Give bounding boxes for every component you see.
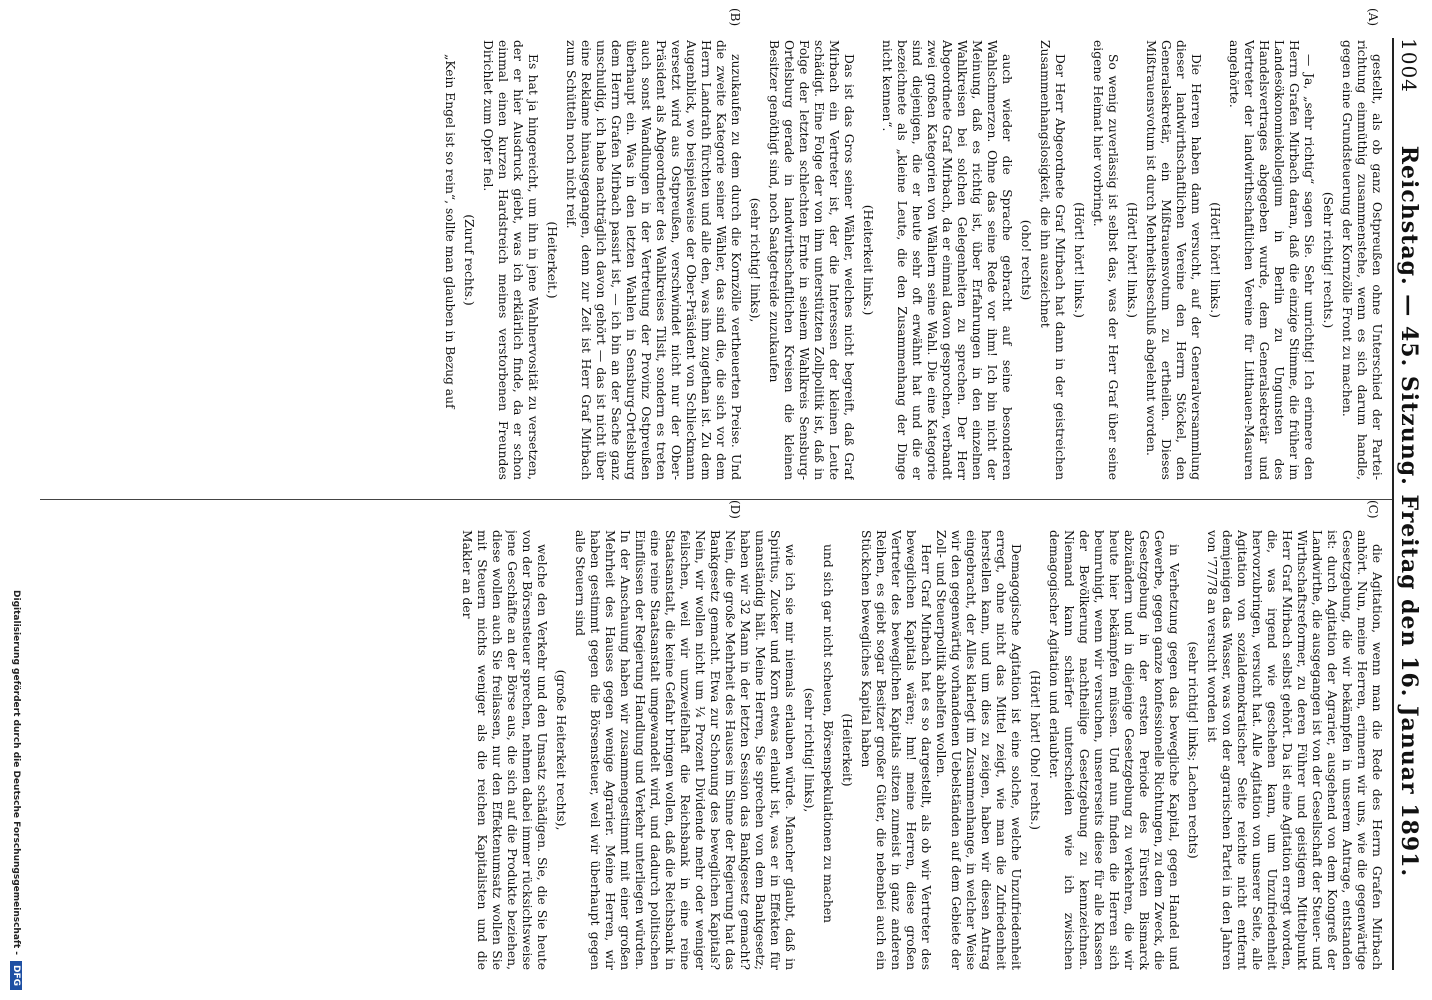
margin-mark-d: (D) (728, 500, 742, 519)
paragraph: gestellt, als ob ganz Ostpreußen ohne Unterschied der Partei-richtung einmüthig zusammenstehe, wenn es sich darum handle, gegen eine Grundsteuerung der Kornzölle Front zu machen. (1340, 40, 1384, 480)
interjection: (Hört! hört! links.) (1208, 202, 1222, 318)
paragraph: Das ist das Gros seiner Wähler, welches nicht begreift, daß Graf Mirbach ein Vertreter ist, der die Interessen der kleinen Leute schädigt. Eine Folge der von ihm unterstützten Zollpolitik ist, daß in Folge der letzten schlechten Ernte in seinem Wahlkreis Sensburg-Ortelsburg gerade in landwirthschaftlichen Kreisen die kleinen Besitzer genöthigt sind, noch Saatgetreide zuzukaufen (767, 40, 856, 480)
interjection: (sehr richtig! links; Lachen rechts) (1186, 641, 1200, 859)
page-number: 1004 (1397, 38, 1421, 93)
interjection: (Hört! hört! Oho! rechts.) (1028, 670, 1042, 830)
paragraph: in Verhetzung gegen das bewegliche Kapital, gegen Handel und Gewerbe, gegen ganze konfessionelle Richtungen, zu dem Zweck, die Gesetzgebung in der ersten Periode des Fürsten Bismarck abzuändern und in diejenige Gesetzgebung zu verkehren, die wir heute hier bekämpfen müssen. Und nun finden die Herren sich beunruhigt, wenn wir versuchen, unsererseits diese für alle Klassen der Bevölkerung nachtheilige Gesetzgebung zu kennzeichnen. Niemand kann schärfer unterscheiden wie ich zwischen demagogischer Agitation und erlaubter. (1047, 530, 1181, 970)
margin-mark-b: (B) (728, 8, 742, 27)
paragraph: Die Herren haben dann versucht, auf der Generalversammlung dieser landwirthschaftlichen Vereine den Herrn Stöckel, den Generalsekretär, ein Mißtrauensvotum zu ertheilen. Dieses Mißtrauensvotum ist durch Mehrheitsbeschluß abgelehnt worden. (1144, 40, 1203, 480)
paragraph: — Ja, „sehr richtig“ sagen Sie. Sehr unrichtig! Ich erinnere den Herrn Grafen Mirbach daran, daß die einzige Stimme, die früher im Landesökonomiekollegium in Berlin zu Ungunsten des Handelsvertrages abgegeben wurde, dem Generalsekretär und Vertreter der landwirthschaftlichen Vereine für Litthauen-Masuren angehörte. (1227, 40, 1316, 480)
paragraph: Es hat ja hingereicht, um ihn in jene Wahlnervosität zu versetzen, der er hier Ausdruck giebt, was ich erklärlich finde, da er schon einmal einen kurzen Hardstreich meines verstorbenen Freundes Dirichlet zum Opfer fiel. (481, 40, 540, 480)
interjection: (Heiterkeit links.) (861, 204, 875, 316)
interjection: (Heiterkeit.) (545, 221, 559, 299)
interjection: (Heiterkeit) (840, 713, 854, 787)
paragraph: wie ich sie mir niemals erlauben würde. Mancher glaubt, daß in Spiritus, Zucker und Korn etwas erlaubt ist, was er in Effekten für unanständig hält. Meine Herren, Sie sprechen von dem Bankgesetz; haben wir 32 Mann in der letzten Session das Bankgesetz gemacht? Nein, die große Mehrheit des Hauses im Sinne der Regierung hat das Bankgesetz gemacht. Etwa zur Schonung des beweglichen Kapitals? Nein, wir wollen nicht um ¼ Prozent Dividende mehr oder weniger feilschen, weil wir unzweifelhaft die Reichsbank in eine reine Staatsanstalt, die keine Gefahr bringen wollen, daß die Reichsbank in eine reine Staatsanstalt umgewandelt wird, und dadurch politischen Einflüssen der Regierung Handlung und Verkehr unterliegen würden. In der Anschauung haben wir zusammengestimmt mit einer großen Mehrheit des Hauses gegen wenige Agrarier. Meine Herren, wir haben gestimmt gegen die Börsensteuer, weil wir überhaupt gegen alle Steuern sind (573, 530, 797, 970)
interjection: (Zuruf rechts.) (462, 214, 476, 306)
interjection: (sehr richtig! links), (748, 197, 762, 323)
paragraph: So wenig zuverlässig ist selbst das, was der Herr Graf über seine eigene Heimat hier vorbringt. (1091, 40, 1120, 480)
paragraph: Demagogische Agitation ist eine solche, welche Unzufriedenheit erregt, ohne nicht das Mittel zeigt, wie man die Zufriedenheit herstellen kann, und um dies zu zeigen, haben wir diesen Antrag eingebracht, der Alles klarlegt im Zusammenhange, in welcher Weise wir den gegenwärtig vorhandenen Uebelständen auf dem Gebiete der Zoll- und Steuerpolitik abhelfen wollen. (934, 530, 1023, 970)
page-title: Reichstag. — 45. Sitzung. Freitag den 16. Januar 1891. (1396, 145, 1422, 878)
interjection: (oho! rechts) (1019, 219, 1033, 301)
digitization-credit (4, 10, 28, 990)
paragraph: und sich gar nicht scheuen, Börsenspekulationen zu machen (821, 544, 835, 923)
paragraph: auch wieder die Sprache gebracht auf seine besonderen Wahlschmerzen. Ohne das seine Rede vor ihm! Ich bin nicht der Meinung, daß es richtig ist, über Erfahrungen in den einzelnen Wahlkreisen bei solchen Gelegenheiten zu sprechen. Der Herr Abgeordnete Graf Mirbach, da er einmal davon gesprochen, verbandt zwei großen Kategorien von Wählern seine Wahl. Die eine Kategorie sind diejenigen, die er heute sehr oft erwähnt hat und die er bezeichnete als „kleine Leute, die den Zusammenhang der Dinge nicht kennen“. (880, 40, 1014, 480)
paragraph: Der Herr Abgeordnete Graf Mirbach hat dann in der geistreichen Zusammenhangslosigkeit, die ihn auszeichnet (1038, 40, 1067, 480)
interjection: (Sehr richtig! rechts.) (1321, 191, 1335, 329)
paragraph: welche den Verkehr und den Umsatz schädigen. Sie, die Sie heute von der Börsensteuer sprechen, nehmen dabei immer rücksichtsweise jene Geschäfte an der Börse aus, die sich auf die Produkte beziehen, diese wollen auch Sie freilassen, nur den Effektenumsatz wollen Sie mit Steuern nichts weniger als die reichen Kapitalisten und die Makler an der (460, 530, 549, 970)
interjection: (große Heiterkeit rechts), (554, 669, 568, 831)
credit-text: Digitalisierung gefördert durch die Deutsche Forschungsgemeinschaft - (11, 590, 21, 955)
left-column (40, 40, 1384, 480)
paragraph: „Kein Engel ist so rein“, sollte man glauben in Bezug auf (443, 54, 457, 409)
interjection: (Hört! hört! links.) (1072, 202, 1086, 318)
paragraph: die Agitation, wenn man die Rede des Herrn Grafen Mirbach anhört. Nun, meine Herren, erinnern wir uns, wie die gegenwärtige Gesetzgebung, die wir bekämpfen in unserem Antrage, entstanden ist: durch Agitation der Agrarier, ausgehend von dem Kongreß der Landwirthe, die ausgegangen ist von der Gesellschaft der Steuer- und Wirthschaftsreformer, zu deren Führer und geistigem Mittelpunkt Herr Graf Mirbach selbst gehört. Da ist eine Agitation erregt worden, die, was irgend wie geschehen kann, um Unzufriedenheit hervorzubringen, versucht hat. Alle Agitation von unserer Seite, alle Agitation von sozialdemokratischer Seite reichte nicht entfernt demjenigen das Wasser, was von der agrarischen Partei in den Jahren von '77/78 an versucht worden ist (1205, 530, 1384, 970)
right-column (40, 530, 1384, 970)
interjection: (sehr richtig! links), (802, 687, 816, 813)
page-header (1392, 38, 1424, 970)
margin-mark-a: (A) (1366, 8, 1380, 27)
paragraph: Herr Graf Mirbach hat es so dargestellt, als ob wir Vertreter des beweglichen Kapitals wären; hm! meine Herren, diese großen Vertreter des beweglichen Kapitals sitzen zumeist in ganz anderen Reihen, es giebt sogar Besitzer großer Güter, die nebenbei auch ein Stückchen bewegliches Kapital haben (859, 530, 933, 970)
margin-mark-c: (C) (1366, 500, 1380, 519)
column-divider (40, 499, 1392, 500)
dfg-logo: DFG (10, 961, 22, 990)
paragraph: zuzukaufen zu dem durch die Kornzölle vertheuerten Preise. Und die zweite Kategorie seiner Wähler, das sind die, die sich vor dem Herrn Landrath fürchten und alle den, was ihm zugethan ist. Zu dem Augenblick, wo beispielsweise der Ober-Präsident von Schlieckmann versetzt wird aus Ostpreußen, verschwindet nicht nur der Ober-Präsident als Abgeordneter des Wahlkreises Tilsit, sondern es treten auch sonst Wandlungen in der Vertretung der Provinz Ostpreußen überhaupt ein. Was in den letzten Wahlen in Sensburg-Ortelsburg dem Herrn Grafen Mirbach passirt ist, — ich bin an der Sache ganz unschuldig, ich habe nachträglich davon gehört — das ist nicht über eine Reklame hinausgegangen, denn zur Zeit ist Herr Graf Mirbach zum Schütteln noch nicht reif. (564, 40, 743, 480)
interjection: (Hört! hört! links.) (1125, 202, 1139, 318)
